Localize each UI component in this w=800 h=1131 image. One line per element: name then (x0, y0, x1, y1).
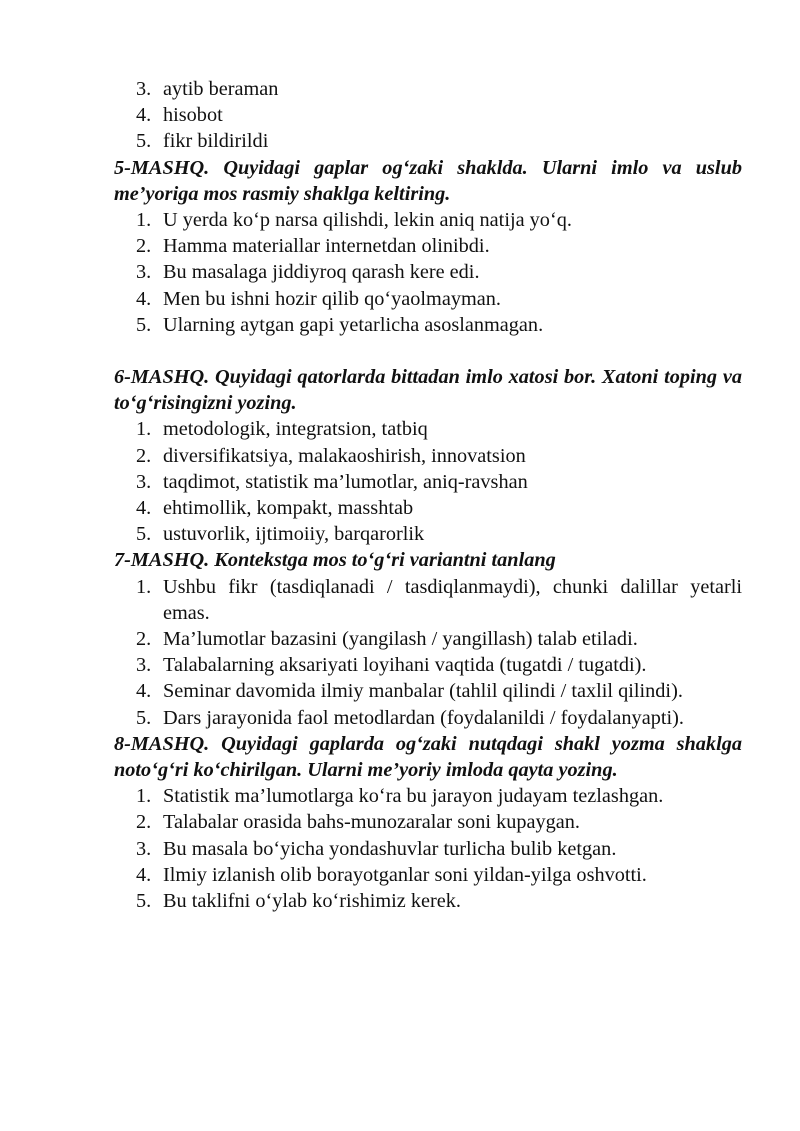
list-item (114, 233, 742, 259)
list-item (114, 652, 742, 678)
list-item (114, 102, 742, 128)
exercise-7-list (114, 574, 742, 731)
item-text: Bu masala bo‘yicha yondashuvlar turlicha bulib ketgan. (163, 837, 617, 860)
list-item (114, 521, 742, 547)
item-text: Dars jarayonida faol metodlardan (foydalanildi / foydalanyapti). (163, 706, 684, 729)
document-page (114, 76, 742, 914)
list-item (114, 836, 742, 862)
exercise-7-heading: 7-MASHQ. Kontekstga mos to‘g‘ri variantni tanlang (114, 549, 556, 572)
list-item (114, 678, 742, 704)
list-top (114, 76, 742, 155)
list-item (114, 888, 742, 914)
item-text: Men bu ishni hozir qilib qo‘yaolmayman. (163, 287, 501, 310)
item-number: 2. (136, 811, 152, 834)
list-item (114, 862, 742, 888)
item-text: Ilmiy izlanish olib borayotganlar soni yildan-yilga oshvotti. (163, 863, 647, 886)
item-number: 1. (136, 209, 152, 232)
item-number: 2. (136, 235, 152, 258)
item-number: 3. (136, 470, 152, 493)
item-number: 5. (136, 523, 152, 546)
list-item (114, 705, 742, 731)
exercise-8-list (114, 783, 742, 914)
item-number: 3. (136, 654, 152, 677)
list-item (114, 286, 742, 312)
item-number: 1. (136, 575, 152, 598)
item-number: 3. (136, 261, 152, 284)
item-number: 1. (136, 785, 152, 808)
exercise-6-heading: 6-MASHQ. Quyidagi qatorlarda bittadan imlo xatosi bor. Xatoni toping va to‘g‘risingizni yozing. (114, 366, 742, 415)
item-number: 4. (136, 104, 152, 127)
exercise-8-heading: 8-MASHQ. Quyidagi gaplarda og‘zaki nutqdagi shakl yozma shaklga noto‘g‘ri ko‘chirilgan. Ularni me’yoriy imloda qayta yozing. (114, 732, 742, 782)
item-text: fikr bildirildi (163, 130, 269, 153)
exercise-5-list (114, 207, 742, 338)
item-text: Hamma materiallar internetdan olinibdi. (163, 235, 490, 258)
item-text: Seminar davomida ilmiy manbalar (tahlil qilindi / taxlil qilindi). (163, 680, 683, 703)
list-item (114, 809, 742, 835)
item-number: 2. (136, 628, 152, 651)
item-text: Statistik ma’lumotlarga ko‘ra bu jarayon judayam tezlashgan. (163, 785, 664, 808)
list-item (114, 76, 742, 102)
list-item (114, 416, 742, 442)
item-number: 2. (136, 444, 152, 467)
item-number: 3. (136, 837, 152, 860)
item-text: taqdimot, statistik ma’lumotlar, aniq-ravshan (163, 470, 528, 493)
exercise-5-heading: 5-MASHQ. Quyidagi gaplar og‘zaki shaklda. Ularni imlo va uslub me’yoriga mos rasmiy shaklga keltiring. (114, 156, 742, 205)
list-item (114, 128, 742, 154)
item-text: hisobot (163, 104, 223, 127)
item-text: Talabalarning aksariyati loyihani vaqtida (tugatdi / tugatdi). (163, 654, 647, 677)
item-text: U yerda ko‘p narsa qilishdi, lekin aniq natija yo‘q. (163, 209, 572, 232)
item-text: Ularning aytgan gapi yetarlicha asoslanmagan. (163, 313, 544, 336)
item-number: 3. (136, 78, 152, 100)
item-number: 5. (136, 706, 152, 729)
item-number: 4. (136, 497, 152, 520)
item-text: diversifikatsiya, malakaoshirish, innovatsion (163, 444, 526, 467)
item-text: Talabalar orasida bahs-munozaralar soni kupaygan. (163, 811, 580, 834)
item-number: 4. (136, 287, 152, 310)
list-item (114, 626, 742, 652)
item-number: 1. (136, 418, 152, 441)
item-number: 4. (136, 680, 152, 703)
item-text: ustuvorlik, ijtimoiiy, barqarorlik (163, 523, 425, 546)
item-number: 5. (136, 130, 152, 153)
item-text: ehtimollik, kompakt, masshtab (163, 497, 414, 520)
item-text: Ushbu fikr (tasdiqlanadi / tasdiqlanmaydi), chunki dalillar yetarli emas. (163, 575, 742, 624)
list-item (114, 495, 742, 521)
blank-line (114, 338, 742, 364)
item-number: 5. (136, 890, 152, 913)
list-item (114, 443, 742, 469)
list-item (114, 783, 742, 809)
list-item (114, 312, 742, 338)
item-text: Bu taklifni o‘ylab ko‘rishimiz kerek. (163, 890, 461, 913)
list-item (114, 469, 742, 495)
item-text: metodologik, integratsion, tatbiq (163, 418, 428, 441)
list-item (114, 259, 742, 285)
item-text: aytib beraman (163, 78, 279, 100)
exercise-6-list (114, 416, 742, 547)
item-number: 5. (136, 313, 152, 336)
list-item (114, 574, 742, 626)
item-number: 4. (136, 863, 152, 886)
item-text: Bu masalaga jiddiyroq qarash kere edi. (163, 261, 480, 284)
item-text: Ma’lumotlar bazasini (yangilash / yangillash) talab etiladi. (163, 628, 638, 651)
list-item (114, 207, 742, 233)
